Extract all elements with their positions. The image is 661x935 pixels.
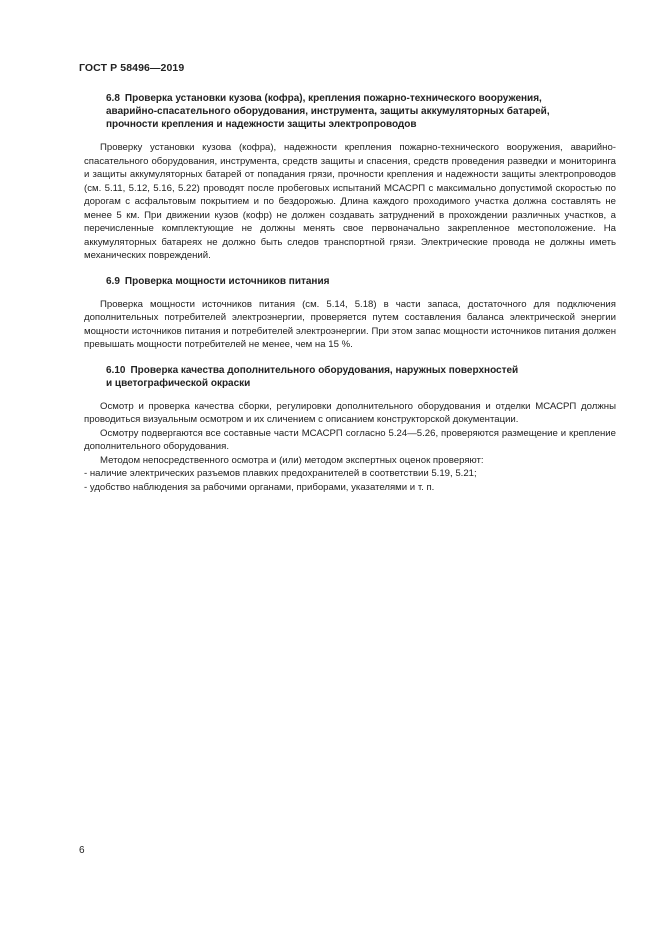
section-heading xyxy=(106,275,616,288)
section-body xyxy=(84,141,616,263)
heading-text: Проверка мощности источников питания xyxy=(124,275,330,287)
section-heading xyxy=(106,92,616,131)
heading-text: Проверка качества дополнительного оборудования, наружных поверхностей xyxy=(130,364,519,376)
paragraph: Проверку установки кузова (кофра), надежности крепления пожарно-технического вооружения, аварийно-спасательного оборудования, инструмента, средств защиты и спасения, средств проведения разведки и мониторинга и защиты аккумуляторных батарей от попадания грязи, прочности крепления и надежности защиты электропроводов (см. 5.11, 5.12, 5.16, 5.22) проводят после пробеговых испытаний МСАСРП с максимально допустимой скоростью по дорогам с асфальтовым покрытием и по бездорожью. Длина каждого проходимого участка должна составлять не менее 5 км. При движении кузов (кофр) не должен создавать затруднений в прохождении различных участков, а перечисленные комплектующие не должны менять свое первоначально закрепленное местоположение. На аккумуляторных батареях не должно быть следов транспортной грязи. Электрические провода не должны иметь механических повреждений. xyxy=(84,142,616,261)
heading-line xyxy=(106,275,616,288)
section-6-8 xyxy=(84,92,616,263)
section-6-10 xyxy=(84,364,616,495)
heading-text: Проверка установки кузова (кофра), крепления пожарно-технического вооружения, xyxy=(124,93,542,104)
paragraph: Методом непосредственного осмотра и (или) методом экспертных оценок проверяют: xyxy=(100,454,484,466)
section-number: 6.10 xyxy=(106,364,126,376)
list-item: - наличие электрических разъемов плавких предохранителей в соответствии 5.19, 5.21; xyxy=(84,468,477,479)
list-item: - удобство наблюдения за рабочими органами, приборами, указателями и т. п. xyxy=(84,481,435,493)
section-number: 6.9 xyxy=(106,275,120,287)
document-code: ГОСТ Р 58496—2019 xyxy=(79,62,185,74)
page-number: 6 xyxy=(79,845,85,856)
paragraph: Осмотру подвергаются все составные части МСАСРП согласно 5.24—5.26, проверяются размещение и крепление дополнительного оборудования. xyxy=(84,427,616,452)
document-body xyxy=(84,92,616,506)
section-number: 6.8 xyxy=(106,93,120,104)
heading-line: аварийно-спасательного оборудования, инструмента, защиты аккумуляторных батарей, xyxy=(106,106,550,117)
section-heading xyxy=(106,364,616,390)
heading-line: и цветографической окраски xyxy=(106,377,251,389)
paragraph: Проверка мощности источников питания (см. 5.14, 5.18) в части запаса, достаточного для подключения дополнительных потребителей электроэнергии, проверяется путем составления баланса электрической энергии мощности источников питания и потребителей электроэнергии. При этом запас мощности источников питания должен превышать мощности потребителей не менее, чем на 15 %. xyxy=(84,298,616,350)
section-6-9 xyxy=(84,275,616,352)
heading-line xyxy=(106,92,616,105)
section-body xyxy=(84,298,616,352)
paragraph: Осмотр и проверка качества сборки, регулировки дополнительного оборудования и отделки МСАСРП должны проводиться визуальным осмотром и их сличением с описанием конструкторской документации. xyxy=(84,400,616,425)
section-body xyxy=(84,400,616,495)
heading-line: прочности крепления и надежности защиты электропроводов xyxy=(106,119,417,130)
heading-line xyxy=(106,364,616,377)
